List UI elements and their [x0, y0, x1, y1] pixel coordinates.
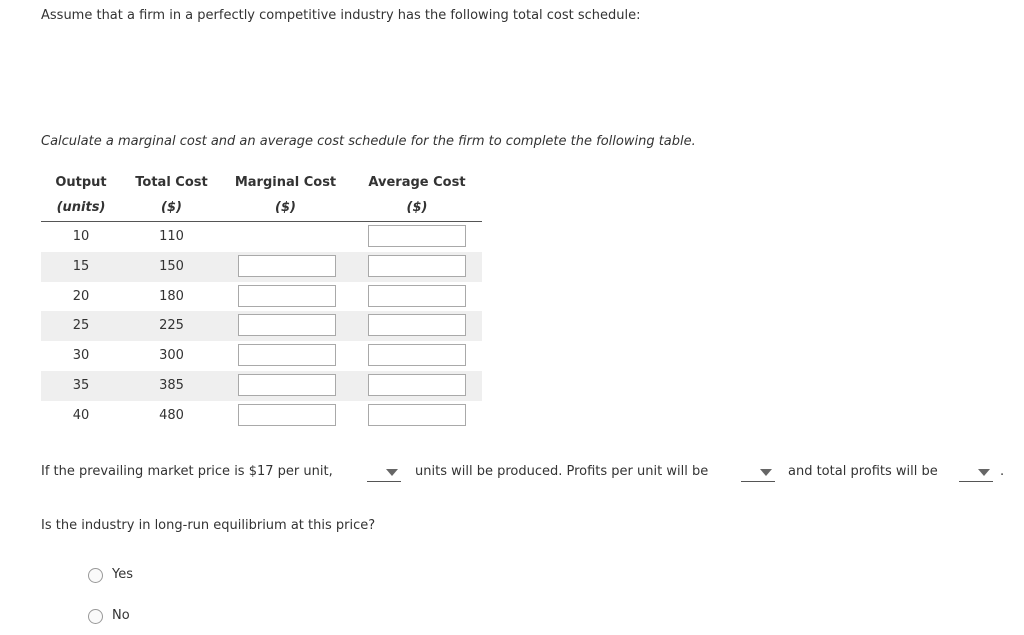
table-row	[41, 282, 482, 312]
output-cell: 20	[72, 288, 90, 304]
output-cell: 35	[72, 377, 90, 393]
total-cost-cell: 225	[159, 318, 184, 334]
radio-no[interactable]	[88, 609, 103, 624]
output-cell: 30	[72, 348, 90, 364]
marginal-cost-input[interactable]	[238, 314, 336, 336]
header-average-cost: Average Cost	[368, 175, 466, 190]
table-row	[41, 311, 482, 341]
table-row	[41, 341, 482, 371]
table-row	[41, 371, 482, 401]
option-yes-label: Yes	[112, 567, 133, 582]
header-total-cost: Total Cost	[135, 175, 208, 190]
average-cost-input[interactable]	[368, 225, 466, 247]
table-row	[41, 401, 482, 431]
sentence-part-1: If the prevailing market price is $17 per unit,	[41, 464, 333, 479]
instructions-text: Calculate a marginal cost and an average cost schedule for the firm to complete the following table.	[41, 134, 696, 149]
sentence-end-period: .	[1000, 464, 1005, 479]
total-cost-cell: 385	[159, 377, 184, 393]
output-cell: 15	[72, 258, 90, 274]
sentence-part-3: and total profits will be	[788, 464, 938, 479]
intro-text: Assume that a firm in a perfectly competitive industry has the following total cost schedule:	[41, 8, 641, 23]
average-cost-input[interactable]	[368, 314, 466, 336]
table-row	[41, 222, 482, 252]
total-cost-cell: 180	[159, 288, 184, 304]
output-cell: 25	[72, 318, 90, 334]
equilibrium-question: Is the industry in long-run equilibrium at this price?	[41, 518, 376, 533]
output-cell: 40	[72, 407, 90, 423]
total-profits-dropdown[interactable]	[959, 464, 993, 482]
average-cost-input[interactable]	[368, 404, 466, 426]
header-marginal-cost: Marginal Cost	[234, 175, 337, 190]
average-cost-input[interactable]	[368, 344, 466, 366]
total-cost-cell: 110	[159, 229, 184, 244]
marginal-cost-input[interactable]	[238, 374, 336, 396]
units-marginal-cost: ($)	[275, 200, 296, 215]
total-cost-cell: 150	[159, 258, 184, 274]
option-no-label: No	[112, 608, 130, 623]
chevron-down-icon	[978, 469, 990, 476]
units-output: (units)	[56, 200, 106, 215]
marginal-cost-input[interactable]	[238, 255, 336, 277]
marginal-cost-input[interactable]	[238, 285, 336, 307]
table-row	[41, 252, 482, 282]
table-header-row	[41, 172, 482, 197]
average-cost-input[interactable]	[368, 255, 466, 277]
marginal-cost-input[interactable]	[238, 344, 336, 366]
output-cell: 10	[72, 229, 90, 244]
total-cost-cell: 300	[159, 348, 184, 364]
radio-yes[interactable]	[88, 568, 103, 583]
average-cost-input[interactable]	[368, 285, 466, 307]
profit-per-unit-dropdown[interactable]	[741, 464, 775, 482]
units-produced-dropdown[interactable]	[367, 464, 401, 482]
chevron-down-icon	[386, 469, 398, 476]
table-units-row	[41, 197, 482, 222]
marginal-cost-input[interactable]	[238, 404, 336, 426]
chevron-down-icon	[760, 469, 772, 476]
units-average-cost: ($)	[406, 200, 428, 215]
header-output: Output	[55, 175, 107, 190]
average-cost-input[interactable]	[368, 374, 466, 396]
sentence-part-2: units will be produced. Profits per unit will be	[415, 464, 709, 479]
cost-table	[41, 172, 482, 431]
units-total-cost: ($)	[161, 200, 182, 215]
total-cost-cell: 480	[159, 407, 184, 423]
